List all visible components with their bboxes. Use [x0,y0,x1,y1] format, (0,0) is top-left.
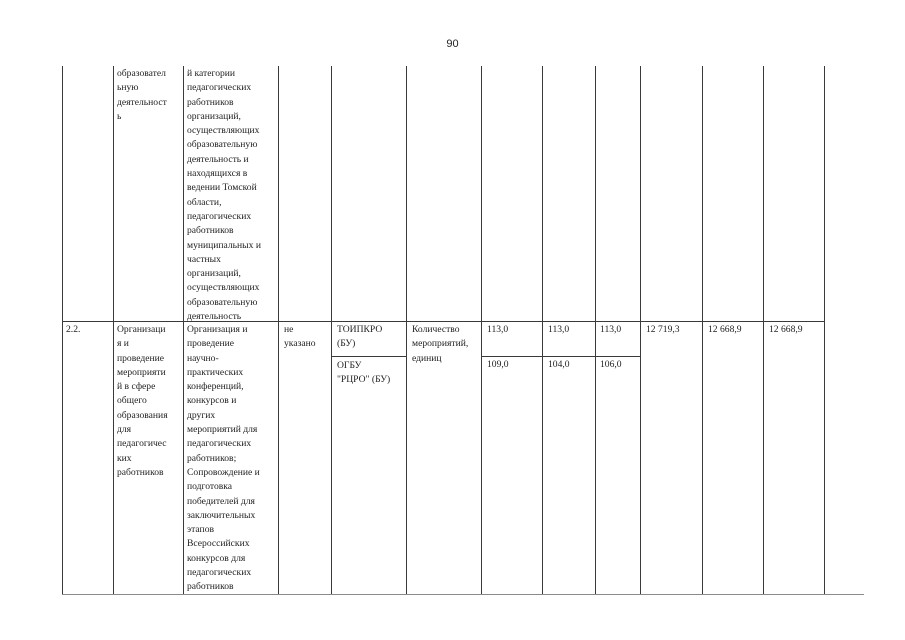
col-divider [331,66,332,594]
text-line: этапов [187,524,215,536]
text-line: педагогических [187,567,252,579]
text-line: педагогичес [117,438,167,450]
col-divider [481,66,482,594]
subrow-divider [331,356,406,357]
finance-cell: 12 668,9 [769,324,803,335]
text-line: Организация и [187,324,248,335]
text-line: осуществляющих [187,125,260,137]
text-line: я и [117,338,129,350]
row-number-cell [66,323,80,337]
text-line: научно- [187,352,219,364]
text-line: других [187,409,216,421]
row-number: 2.2. [66,324,81,335]
executor-2-cell [337,359,390,388]
row-divider [62,321,824,322]
text-line: ьную [117,82,139,94]
text-line: единиц [412,352,442,364]
text-line: деятельность [187,311,242,323]
value-cell: 104,0 [548,359,570,370]
text-line: области, [187,196,222,208]
table-border-left [62,66,63,594]
text-line: работников [117,466,164,478]
text-line: организаций, [187,110,241,122]
col-divider [763,66,764,594]
col-divider [640,66,641,594]
col-divider [702,66,703,594]
text-line: конкурсов и [187,395,237,407]
text-line: "РЦРО" (БУ) [337,374,391,386]
value-cell: 109,0 [487,359,509,370]
text-line: осуществляющих [187,282,260,294]
text-line: (БУ) [337,338,356,350]
page-number: 90 [446,38,459,50]
text-line: ь [117,110,122,122]
finance-cell: 12 668,9 [708,324,742,335]
text-line: ких [117,452,132,464]
text-line: образования [117,409,168,421]
text-line: находящихся в [187,168,248,180]
text-line: проведение [187,338,234,350]
text-line: работников [187,225,234,237]
value-cell: 113,0 [487,324,509,335]
text-line: ТОИПКРО [337,324,383,335]
col-divider [406,66,407,594]
text-line: педагогических [187,82,252,94]
text-line: мероприятий для [187,424,258,436]
value-cell: 113,0 [600,324,622,335]
text-line: практических [187,366,244,378]
text-line: не [284,324,294,335]
text-line: Всероссийских [187,538,250,550]
text-line: мероприяти [117,366,166,378]
text-line: победителей для [187,495,255,507]
table-border-right [824,66,825,594]
text-line: й в сфере [117,381,156,393]
subrow-divider [481,356,640,357]
event-desc-cell [187,323,260,595]
text-line: деятельност [117,96,167,108]
col-divider [595,66,596,594]
col-divider [113,66,114,594]
text-line: Количество [412,324,460,335]
task-name-cell [117,323,168,480]
text-line: образовательную [187,139,258,151]
deadline-cell [284,323,316,352]
text-line: Организаци [117,324,166,335]
text-line: педагогических [187,210,252,222]
text-line: конкурсов для [187,552,246,564]
col-divider [183,66,184,594]
text-line: для [117,424,132,436]
text-line: организаций, [187,268,241,280]
text-line: частных [187,253,221,265]
executor-1-cell [337,323,382,352]
text-line: ведении Томской [187,182,257,194]
text-line: ОГБУ [337,360,362,371]
text-line: педагогических [187,438,252,450]
text-line: Сопровождение и [187,466,260,478]
table-bottom-border [62,594,864,595]
finance-cell: 12 719,3 [646,324,680,335]
text-line: образовательную [187,296,258,308]
cont-event-desc-cell [187,67,261,324]
text-line: указано [284,338,316,350]
text-line: образовател [117,68,166,79]
text-line: общего [117,395,147,407]
text-line: работников [187,581,234,593]
text-line: мероприятий, [412,338,469,350]
text-line: деятельность и [187,153,249,165]
text-line: конференций, [187,381,244,393]
text-line: подготовка [187,481,233,493]
text-line: муниципальных и [187,239,261,251]
value-cell: 113,0 [548,324,570,335]
value-cell: 106,0 [600,359,622,370]
indicator-cell [412,323,468,366]
col-divider [278,66,279,594]
text-line: работников [187,96,234,108]
text-line: й категории [187,68,236,79]
text-line: проведение [117,352,164,364]
cont-task-name-cell [117,67,167,124]
text-line: заключительных [187,509,256,521]
text-line: работников; [187,452,237,464]
col-divider [542,66,543,594]
